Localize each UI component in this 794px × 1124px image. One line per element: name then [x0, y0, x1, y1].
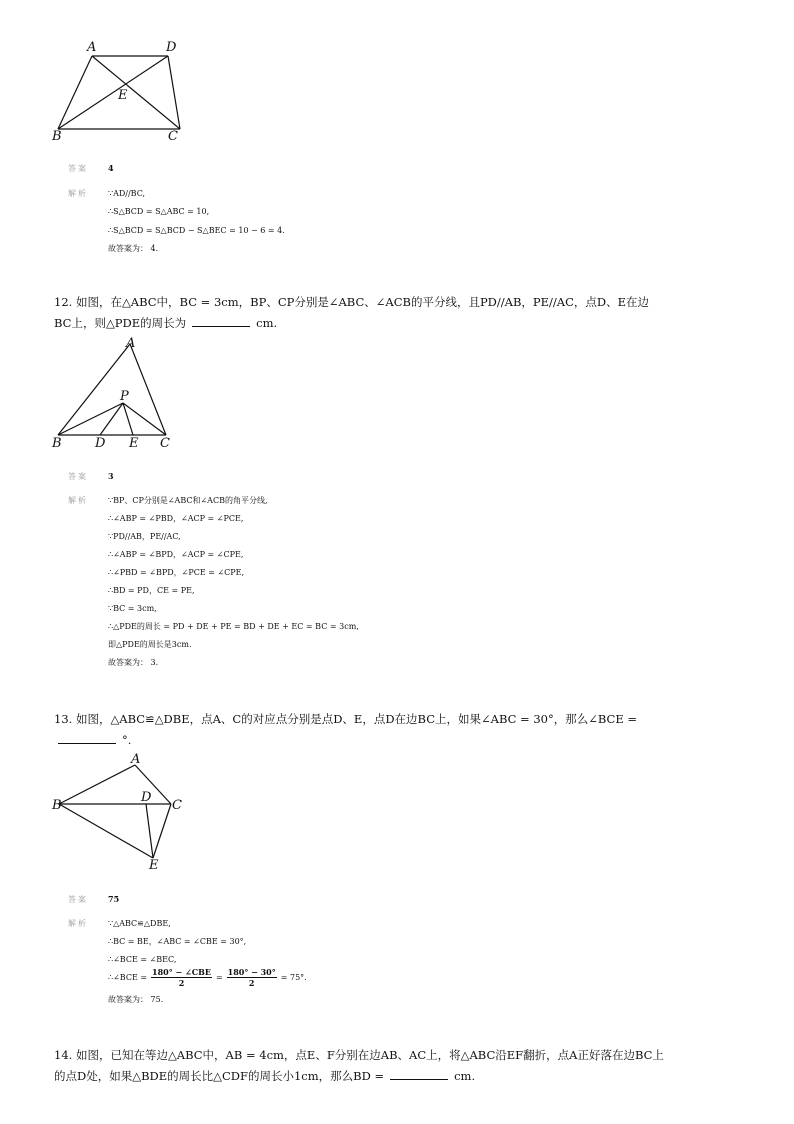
- figure-triangle-bisectors: [50, 334, 180, 452]
- label-e: E: [129, 436, 139, 451]
- question-line: [54, 313, 744, 334]
- label-e: E: [118, 88, 128, 103]
- analysis-line: ∴BD = PD，CE = PE,: [108, 586, 195, 595]
- fraction: [151, 967, 212, 988]
- answer-tag: 答案: [68, 895, 88, 904]
- analysis-line: ∵BP、CP分别是∠ABC和∠ACB的角平分线,: [108, 496, 268, 505]
- label-d: D: [95, 436, 106, 451]
- fraction-prefix: ∴∠BCE =: [108, 973, 148, 982]
- label-b: B: [52, 436, 62, 451]
- label-a: A: [131, 752, 141, 767]
- answer-blank[interactable]: [390, 1069, 448, 1080]
- answer-value: 4: [108, 163, 114, 173]
- fraction-numerator: 180° − 30°: [227, 967, 276, 977]
- fraction: [227, 967, 277, 988]
- label-c: C: [172, 798, 182, 813]
- fraction-equals: =: [215, 973, 223, 982]
- answer-value: 75: [108, 894, 120, 904]
- analysis-tag: 解析: [68, 919, 88, 928]
- fraction-numerator: 180° − ∠CBE: [152, 967, 211, 977]
- label-b: B: [52, 129, 62, 144]
- analysis-line: ∵BC = 3cm,: [108, 604, 157, 613]
- fraction-line: [108, 967, 307, 988]
- analysis-line: ∴S△BCD = S△ABC = 10,: [108, 207, 210, 216]
- question-unit: cm.: [256, 316, 278, 330]
- label-e: E: [149, 858, 159, 873]
- label-a: A: [87, 40, 97, 55]
- label-d: D: [166, 40, 177, 55]
- analysis-line: ∴∠BCE = ∠BEC,: [108, 955, 177, 964]
- label-c: C: [160, 436, 170, 451]
- question-text: 的点D处，如果△BDE的周长比△CDF的周长小1cm，那么BD =: [54, 1069, 385, 1083]
- analysis-line: 即△PDE的周长是3cm.: [108, 640, 192, 649]
- label-a: A: [126, 336, 136, 351]
- question-text: BC上，则△PDE的周长为: [54, 316, 187, 330]
- label-d: D: [141, 790, 152, 805]
- answer-value: 3: [108, 471, 114, 481]
- analysis-line: ∵PD//AB，PE//AC,: [108, 532, 181, 541]
- question-unit: cm.: [454, 1069, 476, 1083]
- answer-tag: 答案: [68, 164, 88, 173]
- label-p: P: [120, 389, 129, 404]
- analysis-line: 故答案为： 3.: [108, 658, 159, 667]
- analysis-line: ∵AD//BC,: [108, 189, 146, 198]
- answer-blank[interactable]: [58, 733, 116, 744]
- answer-tag: 答案: [68, 472, 88, 481]
- answer-blank[interactable]: [192, 316, 250, 327]
- analysis-line: ∴∠ABP = ∠PBD，∠ACP = ∠PCE,: [108, 514, 244, 523]
- analysis-line: 故答案为： 4.: [108, 244, 159, 253]
- analysis-line: ∴△PDE的周长 = PD + DE + PE = BD + DE + EC = BC = 3cm,: [108, 622, 359, 631]
- fraction-denominator: 2: [178, 978, 185, 988]
- fraction-denominator: 2: [248, 978, 255, 988]
- analysis-tag: 解析: [68, 189, 88, 198]
- question-line: 14. 如图，已知在等边△ABC中，AB = 4cm，点E、F分别在边AB、AC上，将△ABC沿EF翻折，点A正好落在边BC上: [54, 1048, 664, 1062]
- question-line: [54, 1066, 744, 1087]
- question-13: [54, 709, 744, 751]
- analysis-tag: 解析: [68, 496, 88, 505]
- analysis-line: 故答案为： 75.: [108, 995, 164, 1004]
- figure-trapezoid-abcd: [50, 36, 190, 146]
- label-b: B: [52, 798, 62, 813]
- question-line: 12. 如图，在△ABC中，BC = 3cm，BP、CP分别是∠ABC、∠ACB的平分线，且PD//AB，PE//AC，点D、E在边: [54, 295, 650, 309]
- analysis-line: ∵△ABC≌△DBE,: [108, 919, 171, 928]
- analysis-line: ∴∠PBD = ∠BPD，∠PCE = ∠CPE,: [108, 568, 245, 577]
- question-14: [54, 1045, 744, 1087]
- figure-congruent-triangles: [50, 752, 190, 874]
- analysis-line: ∴BC = BE，∠ABC = ∠CBE = 30°,: [108, 937, 247, 946]
- analysis-line: ∴S△BCD = S△BCD − S△BEC = 10 − 6 = 4.: [108, 226, 285, 235]
- question-line: [54, 730, 744, 751]
- fraction-suffix: = 75°.: [280, 973, 307, 982]
- question-line: 13. 如图，△ABC≌△DBE，点A、C的对应点分别是点D、E，点D在边BC上，如果∠ABC = 30°，那么∠BCE =: [54, 712, 638, 726]
- question-12: [54, 292, 744, 334]
- question-unit: °.: [122, 733, 132, 747]
- analysis-line: ∴∠ABP = ∠BPD，∠ACP = ∠CPE,: [108, 550, 244, 559]
- label-c: C: [168, 129, 178, 144]
